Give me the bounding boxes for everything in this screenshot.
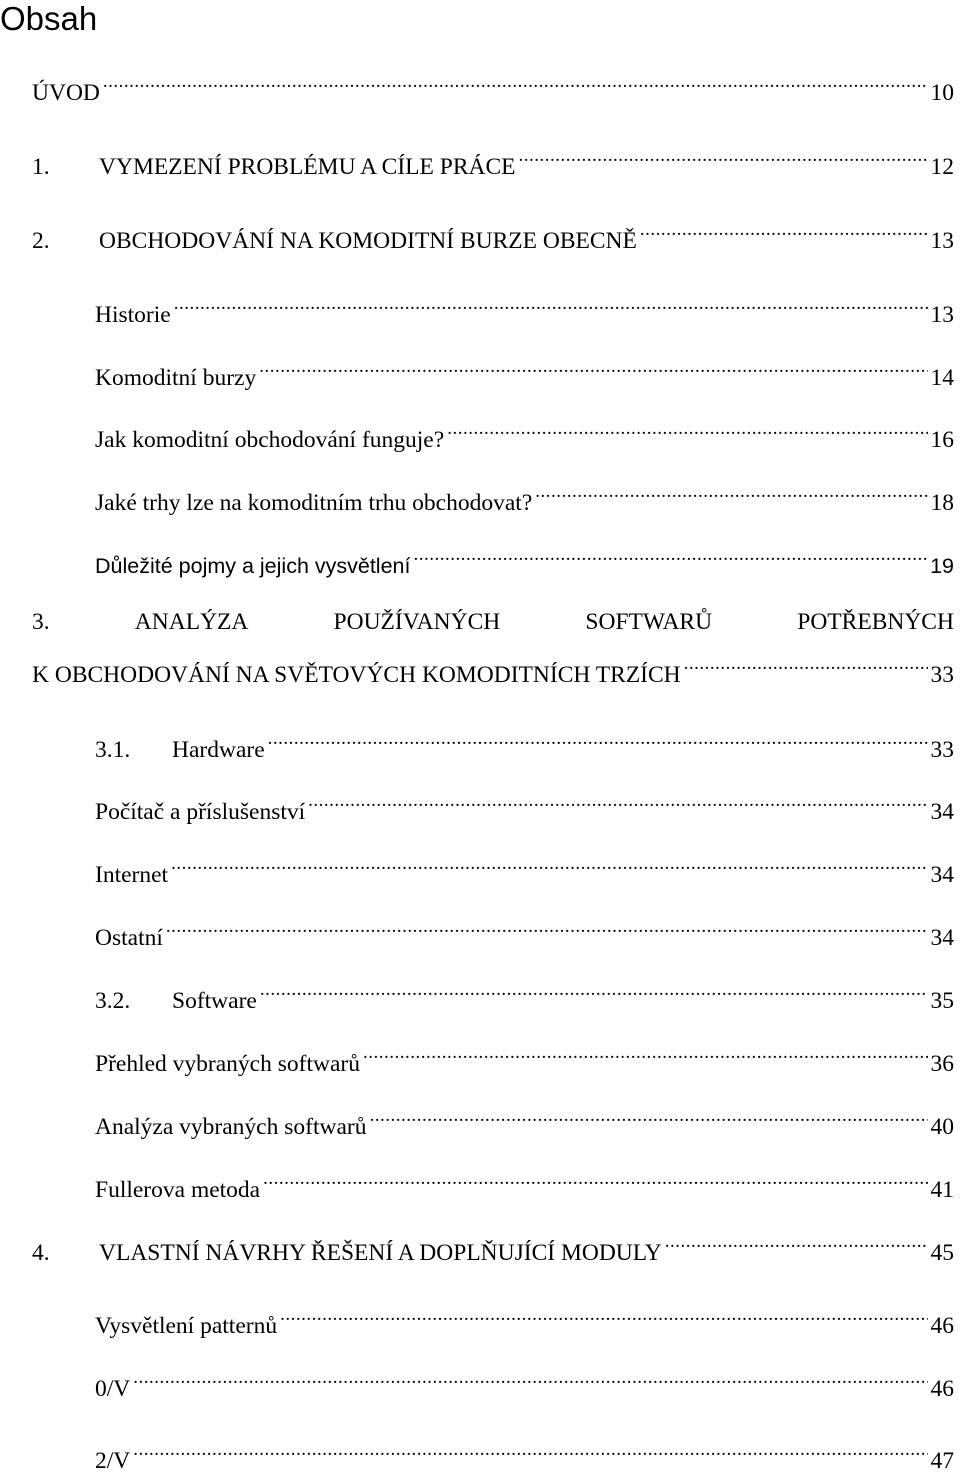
toc-entry-page: 45 [930, 1240, 954, 1266]
dot-leader [280, 1305, 927, 1333]
dot-leader [640, 220, 928, 248]
toc-entry-prehled[interactable] [95, 1043, 954, 1078]
toc-entry-word: SOFTWARŮ [585, 609, 713, 635]
toc-entry-title: Internet [95, 862, 169, 888]
toc-entry-number: 3.2. [95, 988, 131, 1014]
toc-entry-3-2[interactable] [95, 980, 954, 1015]
toc-entry-page: 34 [930, 799, 954, 825]
toc-entry-jake-trhy[interactable] [95, 482, 954, 517]
toc-entry-title: Počítač a příslušenství [95, 799, 306, 825]
dot-leader [308, 791, 927, 819]
dot-leader [174, 294, 928, 322]
toc-entry-analyza-sw[interactable] [95, 1106, 954, 1141]
toc-entry-page: 46 [930, 1313, 954, 1339]
toc-entry-title: 2/V [95, 1448, 131, 1474]
toc-entry-3-1[interactable] [95, 729, 954, 764]
dot-leader [103, 72, 928, 100]
toc-entry-title: OBCHODOVÁNÍ NA KOMODITNÍ BURZE OBECNĚ [99, 228, 637, 254]
toc-entry-title: Ostatní [95, 925, 163, 951]
toc-entry-title: Přehled vybraných softwarů [95, 1051, 360, 1077]
toc-entry-page: 18 [930, 490, 954, 516]
toc-entry-dulezite-pojmy[interactable] [95, 545, 954, 580]
dot-leader [519, 146, 928, 174]
toc-entry-patterny[interactable] [95, 1305, 954, 1340]
toc-entry-internet[interactable] [95, 854, 954, 889]
toc-entry-page: 10 [930, 80, 954, 106]
toc-entry-page: 46 [930, 1376, 954, 1402]
dot-leader [268, 729, 928, 757]
toc-entry-title: VLASTNÍ NÁVRHY ŘEŠENÍ A DOPLŇUJÍCÍ MODULY [99, 1240, 662, 1266]
toc-entry-title: VYMEZENÍ PROBLÉMU A CÍLE PRÁCE [99, 154, 516, 180]
dot-leader [535, 482, 927, 510]
toc-entry-title: Fullerova metoda [95, 1177, 261, 1203]
toc-entry-title: Software [172, 988, 257, 1014]
toc-entry-page: 14 [930, 365, 954, 391]
toc-entry-3-line1[interactable] [32, 608, 954, 636]
dot-leader [447, 419, 927, 447]
dot-leader [171, 854, 927, 882]
toc-entry-page: 35 [930, 988, 954, 1014]
page-title: Obsah [0, 0, 98, 37]
toc-entry-2[interactable] [32, 220, 954, 255]
dot-leader [260, 980, 928, 1008]
toc-entry-number: 4. [32, 1240, 50, 1266]
toc-entry-title: Analýza vybraných softwarů [95, 1114, 367, 1140]
toc-entry-4[interactable] [32, 1232, 954, 1267]
dot-leader [413, 545, 927, 573]
toc-entry-page: 19 [930, 554, 954, 578]
toc-entry-3-line2[interactable] [32, 654, 954, 689]
toc-entry-page: 16 [930, 427, 954, 453]
toc-entry-page: 34 [930, 862, 954, 888]
toc-entry-jak-funguje[interactable] [95, 419, 954, 454]
dot-leader [133, 1440, 927, 1468]
toc-entry-title: Historie [95, 302, 171, 328]
toc-entry-number: 1. [32, 154, 50, 180]
toc-entry-page: 40 [930, 1114, 954, 1140]
toc-entry-title: Hardware [172, 737, 265, 763]
toc-entry-page: 41 [930, 1177, 954, 1203]
toc-entry-historie[interactable] [95, 294, 954, 329]
dot-leader [263, 1169, 927, 1197]
dot-leader [133, 1368, 927, 1396]
toc-entry-2v[interactable] [95, 1440, 954, 1475]
toc-entry-pocitac[interactable] [95, 791, 954, 826]
toc-entry-number: 2. [32, 228, 50, 254]
toc-entry-word: ANALÝZA [134, 609, 249, 635]
toc-entry-title: 0/V [95, 1376, 131, 1402]
toc-entry-page: 13 [930, 228, 954, 254]
dot-leader [259, 357, 927, 385]
dot-leader [684, 654, 928, 682]
toc-entry-komoditni-burzy[interactable] [95, 357, 954, 392]
toc-entry-page: 36 [930, 1051, 954, 1077]
toc-entry-uvod[interactable] [32, 72, 954, 107]
toc-entry-page: 33 [930, 737, 954, 763]
toc-entry-ostatni[interactable] [95, 917, 954, 952]
dot-leader [363, 1043, 928, 1071]
toc-entry-page: 47 [930, 1448, 954, 1474]
dot-leader [166, 917, 928, 945]
toc-entry-title: Komoditní burzy [95, 365, 257, 391]
toc-entry-fullerova[interactable] [95, 1169, 954, 1204]
toc-entry-title: K OBCHODOVÁNÍ NA SVĚTOVÝCH KOMODITNÍCH TRZÍCH [32, 662, 681, 688]
toc-entry-title: Jaké trhy lze na komoditním trhu obchodovat? [95, 490, 533, 516]
toc-entry-number: 3. [32, 609, 50, 635]
toc-entry-page: 33 [930, 662, 954, 688]
dot-leader [369, 1106, 927, 1134]
toc-entry-1[interactable] [32, 146, 954, 181]
toc-entry-word: POUŽÍVANÝCH [333, 609, 501, 635]
toc-entry-title: Důležité pojmy a jejich vysvětlení [95, 554, 411, 578]
toc-entry-word: POTŘEBNÝCH [797, 609, 954, 635]
toc-entry-0v[interactable] [95, 1368, 954, 1403]
toc-entry-title: Vysvětlení patternů [95, 1313, 278, 1339]
toc-entry-page: 12 [930, 154, 954, 180]
toc-entry-title: ÚVOD [32, 80, 100, 106]
toc-entry-title: Jak komoditní obchodování funguje? [95, 427, 445, 453]
dot-leader [665, 1232, 928, 1260]
toc-entry-page: 34 [930, 925, 954, 951]
toc-entry-page: 13 [930, 302, 954, 328]
toc-entry-number: 3.1. [95, 737, 131, 763]
